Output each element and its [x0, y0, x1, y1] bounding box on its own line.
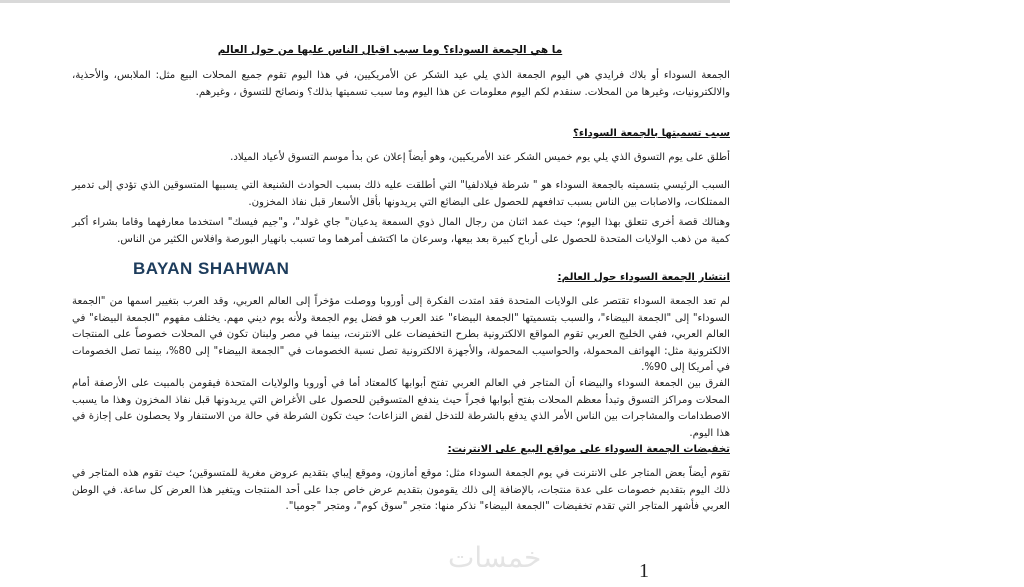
- author-watermark: BAYAN SHAHWAN: [133, 259, 290, 278]
- site-watermark: خمسات: [448, 541, 542, 574]
- intro-text: الجمعة السوداء أو بلاك فرايدي هي اليوم الجمعة الذي يلي عيد الشكر عن الأمريكيين، في هذا اليوم تقوم جميع المحلات البيع مثل: الملابس، والأحذية، والالكترونيات، وغيرها من المحلات. سنقدم لكم اليوم معلومات عن هذا اليوم وما سبب تسميتها بذلك؟ ونصائح للتسوق ، وغيرهم.: [72, 70, 730, 98]
- section-online-p1: [72, 466, 730, 516]
- paragraph-text: تقوم أيضاً بعض المتاجر على الانترنت في يوم الجمعة السوداء مثل: موقع أمازون، وموقع إيباي بتقديم عروض مغرية للمتسوقين؛ حيث تقوم هذه المتاجر في ذلك اليوم بتقديم خصومات على عدة منتجات، بالإضافة إلى ذلك يقومون بتقديم عرض خاص جدا على أحد المنتجات ويتغير هذا العرض كل ساعة. في الوطن العربي فأشهر المتاجر التي تقدم تخفيضات "الجمعة البيضاء" نذكر منها: متجر "سوق كوم"، ومتجر "جوميا".: [72, 468, 730, 512]
- section-spread-p1: [72, 294, 730, 377]
- paragraph-text: وهنالك قصة أخرى تتعلق بهذا اليوم؛ حيث عمد اثنان من رجال المال ذوي السمعة يدعيان" جاي غولد"، و"جيم فيسك" استخدما معارفهما وقاما بشراء أكبر كمية من ذهب الولايات المتحدة للحصول على أرباح كبيرة بعد بيعها، وسرعان ما اكتشف أمرهما وما تسبب بانهيار البورصة وافلاس الكثير من الناس.: [72, 217, 730, 245]
- section-heading-naming: سبب تسميتها بالجمعة السوداء؟: [573, 128, 730, 139]
- section-naming-p2: [72, 178, 730, 211]
- paragraph-text: السبب الرئيسي بتسميته بالجمعة السوداء هو " شرطة فيلادلفيا" التي أطلقت عليه ذلك بسبب الحوادث الشنيعة التي يسببها المتسوقين الذي تؤدي إلى تدمير الممتلكات، والاصابات بين الناس بسبب تدافعهم للحصول على البضائع التي يريدونها بأقل الأسعار قبل نفاذ المخزون.: [72, 180, 730, 208]
- paragraph-text: لم تعد الجمعة السوداء تقتصر على الولايات المتحدة فقد امتدت الفكرة إلى أوروبا ووصلت مؤخراً إلى العالم العربي، وقد العرب بتغيير اسمها من "الجمعة السوداء" إلى "الجمعة البيضاء"، والسبب بتسميتها "الجمعة البيضاء" عند العرب هو فضل يوم الجمعة ولأنه يوم ديني مهم. يختلف مفهوم "الجمعة البيضاء" في العالم العربي، ففي الخليج العربي تقوم المواقع الالكترونية بطرح التخفيضات على الانترنت، بينما في مصر ولبنان تكون في المحلات خصوصاً على المنتجات الالكترونية مثل: الهواتف المحمولة، والحواسيب المحمولة، والأجهزة الالكترونية تصل نسبة الخصومات في "الجمعة البيضاء" إلى 80%، بينما تصل الخصومات في أمريكا إلى 90%.: [72, 296, 730, 373]
- page-top-edge: [0, 0, 730, 3]
- section-naming-p1: [72, 150, 730, 167]
- document-title: ما هي الجمعة السوداء؟ وما سبب اقبال الناس عليها من حول العالم: [217, 44, 563, 56]
- section-spread-p2: [72, 376, 730, 442]
- section-heading-spread: انتشار الجمعة السوداء حول العالم:: [557, 272, 730, 283]
- paragraph-text: الفرق بين الجمعة السوداء والبيضاء أن المتاجر في العالم العربي تفتح أبوابها كالمعتاد أما في أوروبا والولايات المتحدة فيقومن بالمبيت على الأرصفة أمام المحلات ومراكز التسوق وتبدأ معظم المحلات بفتح أبوابها فجراً حيث يندفع المتسوقين للحصول على الأغراض التي يريدونها قبل نفاذ المخزون وهذا ما يسبب الاصطدامات والمشاجرات بين الناس الأمر الذي يدفع بالشرطة للتدخل لفض النزاعات؛ حيث تكون الشرطة في حالة من الاستنفار ولا يحصلون على إجازة في هذا اليوم.: [72, 378, 730, 439]
- section-heading-online: تخفيضات الجمعة السوداء على مواقع البيع على الانترنت:: [447, 444, 730, 455]
- page-number: 1: [639, 560, 649, 582]
- paragraph-text: أطلق على يوم التسوق الذي يلي يوم خميس الشكر عند الأمريكيين، وهو أيضاً إعلان عن بدأ موسم التسوق لأعياد الميلاد.: [230, 152, 730, 163]
- intro-paragraph: [72, 68, 730, 101]
- section-naming-p3: [72, 215, 730, 248]
